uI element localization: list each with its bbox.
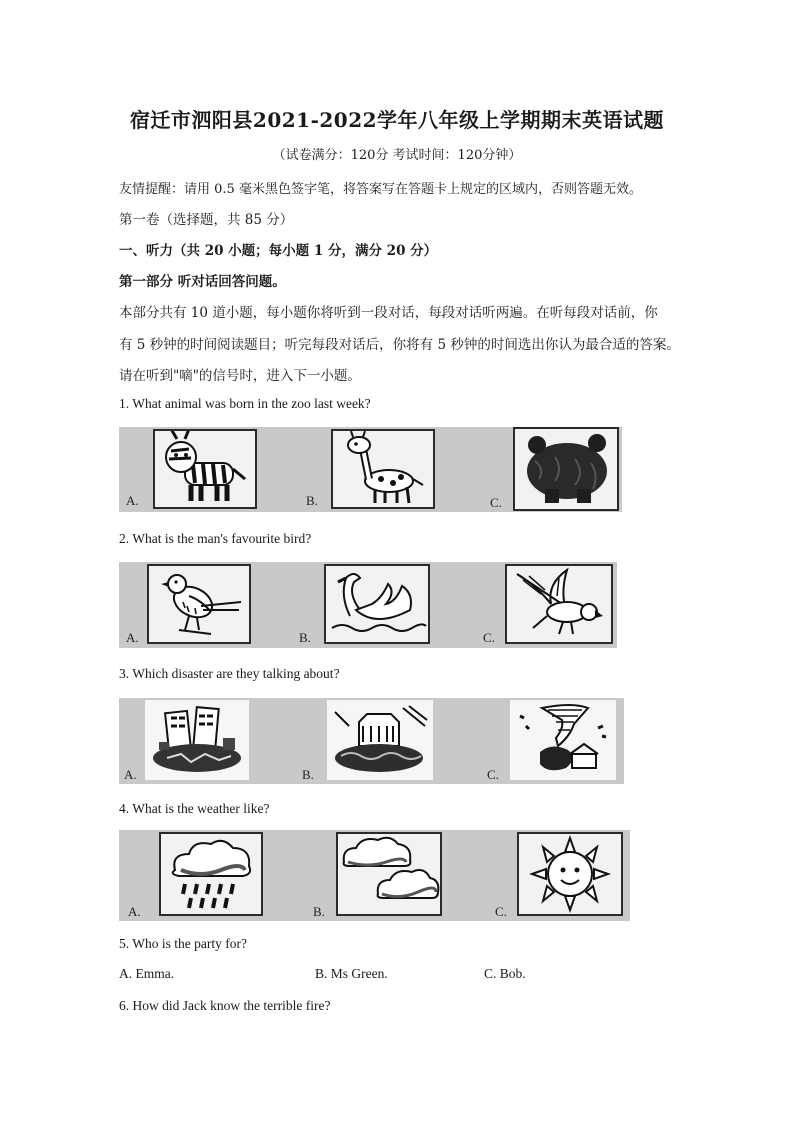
sparrow-icon [147,564,251,644]
rain-cloud-icon [159,832,263,916]
question-3: 3. Which disaster are they talking about? [119,666,340,681]
reminder-text: 友情提醒：请用 0.5 毫米黑色签字笔，将答案写在答题卡上规定的区域内，否则答题无效。 [119,182,642,197]
instruction-line-3: 请在听到"嘀"的信号时，进入下一小题。 [119,368,361,384]
question-4-image-strip [119,830,630,921]
question-1-image-strip [119,427,622,512]
volume-heading: 第一卷（选择题，共 85 分） [119,212,294,228]
giraffe-icon [331,429,435,509]
question-1: 1. What animal was born in the zoo last week? [119,396,371,411]
option-a-label: A. [128,904,141,919]
instruction-line-2: 有 5 秒钟的时间阅读题目；听完每段对话后，你将有 5 秒钟的时间选出你认为最合适的答案。 [119,337,680,353]
exam-info: （试卷满分：120分 考试时间：120分钟） [272,148,522,163]
option-c-label: C. [495,904,507,919]
sun-icon [517,832,623,916]
flood-icon [327,700,433,780]
earthquake-icon [145,700,249,780]
part-heading: 第一部分 听对话回答问题。 [119,274,286,290]
q5-option-c: C. Bob. [484,966,526,981]
option-a-label: A. [126,493,139,508]
zebra-icon [153,429,257,509]
option-a-label: A. [124,767,137,782]
section-heading: 一、听力（共 20 小题；每小题 1 分，满分 20 分） [119,243,438,259]
question-2-image-strip [119,562,617,648]
question-6: 6. How did Jack know the terrible fire? [119,998,331,1013]
option-c-label: C. [483,630,495,645]
option-b-label: B. [299,630,311,645]
swan-icon [324,564,430,644]
question-4: 4. What is the weather like? [119,801,270,816]
option-c-label: C. [490,495,502,510]
question-5: 5. Who is the party for? [119,936,247,951]
option-a-label: A. [126,630,139,645]
tornado-icon [510,700,616,780]
option-b-label: B. [306,493,318,508]
cloudy-icon [336,832,442,916]
page-title: 宿迁市泗阳县2021-2022学年八年级上学期期末英语试题 [129,108,665,132]
eagle-icon [505,564,613,644]
bear-icon [513,427,619,511]
q5-option-b: B. Ms Green. [315,966,388,981]
option-b-label: B. [313,904,325,919]
q5-option-a: A. Emma. [119,966,175,981]
question-2: 2. What is the man's favourite bird? [119,531,312,546]
option-b-label: B. [302,767,314,782]
question-3-image-strip [119,698,624,784]
instruction-line-1: 本部分共有 10 道小题，每小题你将听到一段对话，每段对话听两遍。在听每段对话前，你 [119,305,658,321]
option-c-label: C. [487,767,499,782]
